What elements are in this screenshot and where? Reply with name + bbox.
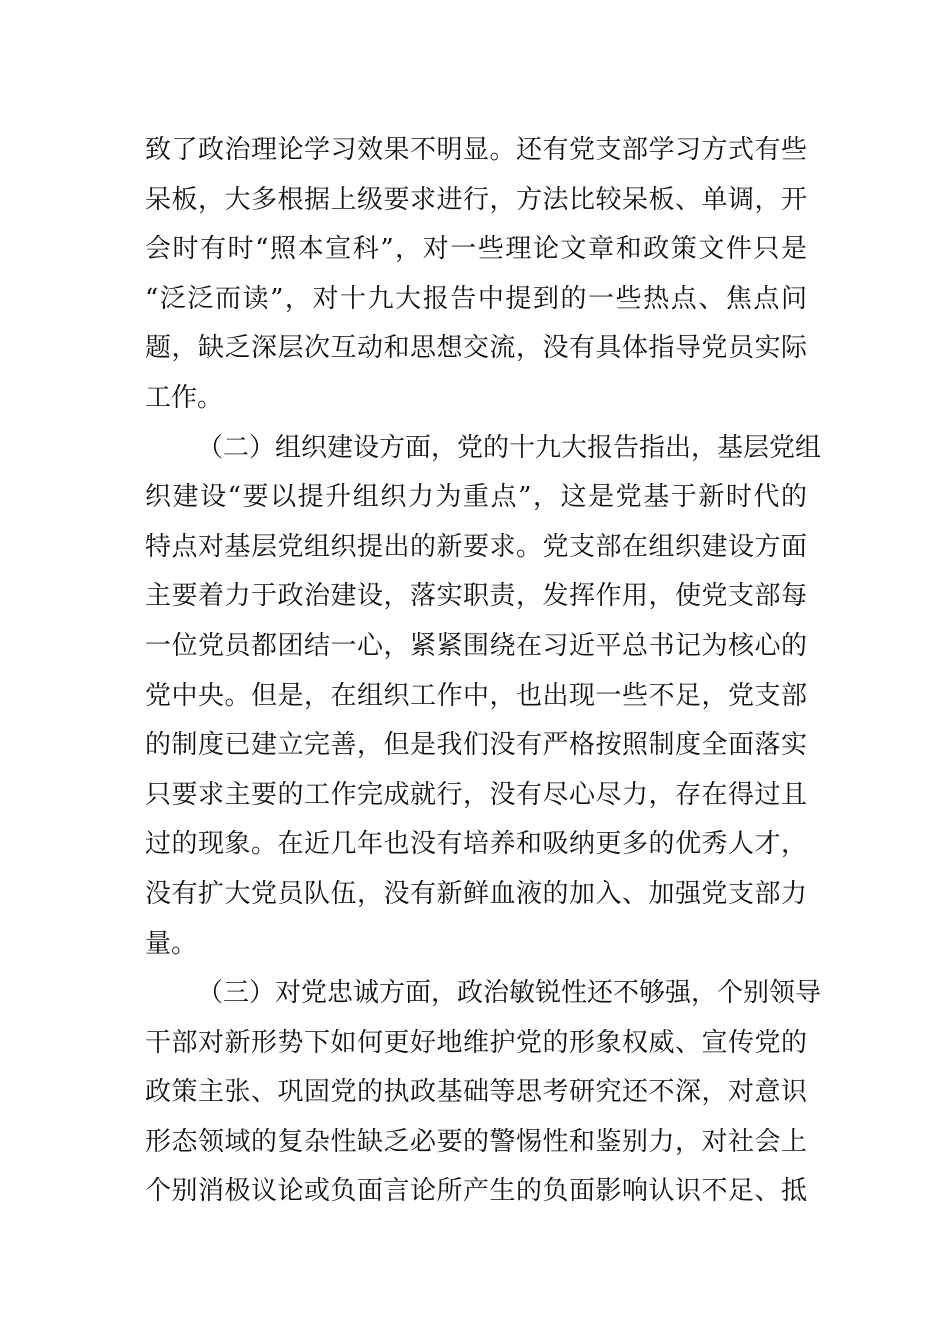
text-line: 主要着力于政治建设，落实职责，发挥作用，使党支部每	[145, 581, 807, 612]
document-body	[145, 126, 822, 1217]
text-line: 量。	[145, 928, 198, 959]
text-line: 题，缺乏深层次互动和思想交流，没有具体指导党员实际	[145, 333, 807, 364]
text-line: 过的现象。在近几年也没有培养和吸纳更多的优秀人才，	[145, 829, 807, 860]
text-line: 没有扩大党员队伍，没有新鲜血液的加入、加强党支部力	[145, 878, 807, 909]
text-line: 致了政治理论学习效果不明显。还有党支部学习方式有些	[145, 135, 807, 165]
text-line: （三）对党忠诚方面，政治敏锐性还不够强，个别领导	[197, 978, 822, 1009]
text-line: 的制度已建立完善，但是我们没有严格按照制度全面落实	[145, 730, 807, 761]
text-line: 一位党员都团结一心，紧紧围绕在习近平总书记为核心的	[145, 630, 807, 661]
text-line: 呆板，大多根据上级要求进行，方法比较呆板、单调，开	[145, 184, 807, 215]
text-line: 只要求主要的工作完成就行，没有尽心尽力，存在得过且	[145, 779, 807, 810]
paragraph-1	[145, 126, 807, 424]
paragraph-2	[145, 424, 822, 970]
text-line: 党中央。但是，在组织工作中，也出现一些不足，党支部	[145, 680, 807, 711]
text-line: 工作。	[145, 382, 224, 413]
text-line: 政策主张、巩固党的执政基础等思考研究还不深，对意识	[145, 1077, 807, 1108]
text-line: 特点对基层党组织提出的新要求。党支部在组织建设方面	[145, 531, 807, 562]
text-line: 形态领域的复杂性缺乏必要的警惕性和鉴别力，对社会上	[145, 1126, 807, 1157]
text-line: 个别消极议论或负面言论所产生的负面影响认识不足、抵	[145, 1176, 807, 1207]
text-line: 干部对新形势下如何更好地维护党的形象权威、宣传党的	[145, 1027, 807, 1058]
text-line: 织建设“要以提升组织力为重点”，这是党基于新时代的	[145, 482, 807, 513]
paragraph-3	[145, 969, 822, 1217]
text-line: （二）组织建设方面，党的十九大报告指出，基层党组	[197, 432, 822, 463]
text-line: 会时有时“照本宣科”，对一些理论文章和政策文件只是	[145, 234, 807, 265]
text-line: “泛泛而读”，对十九大报告中提到的一些热点、焦点问	[145, 283, 807, 314]
